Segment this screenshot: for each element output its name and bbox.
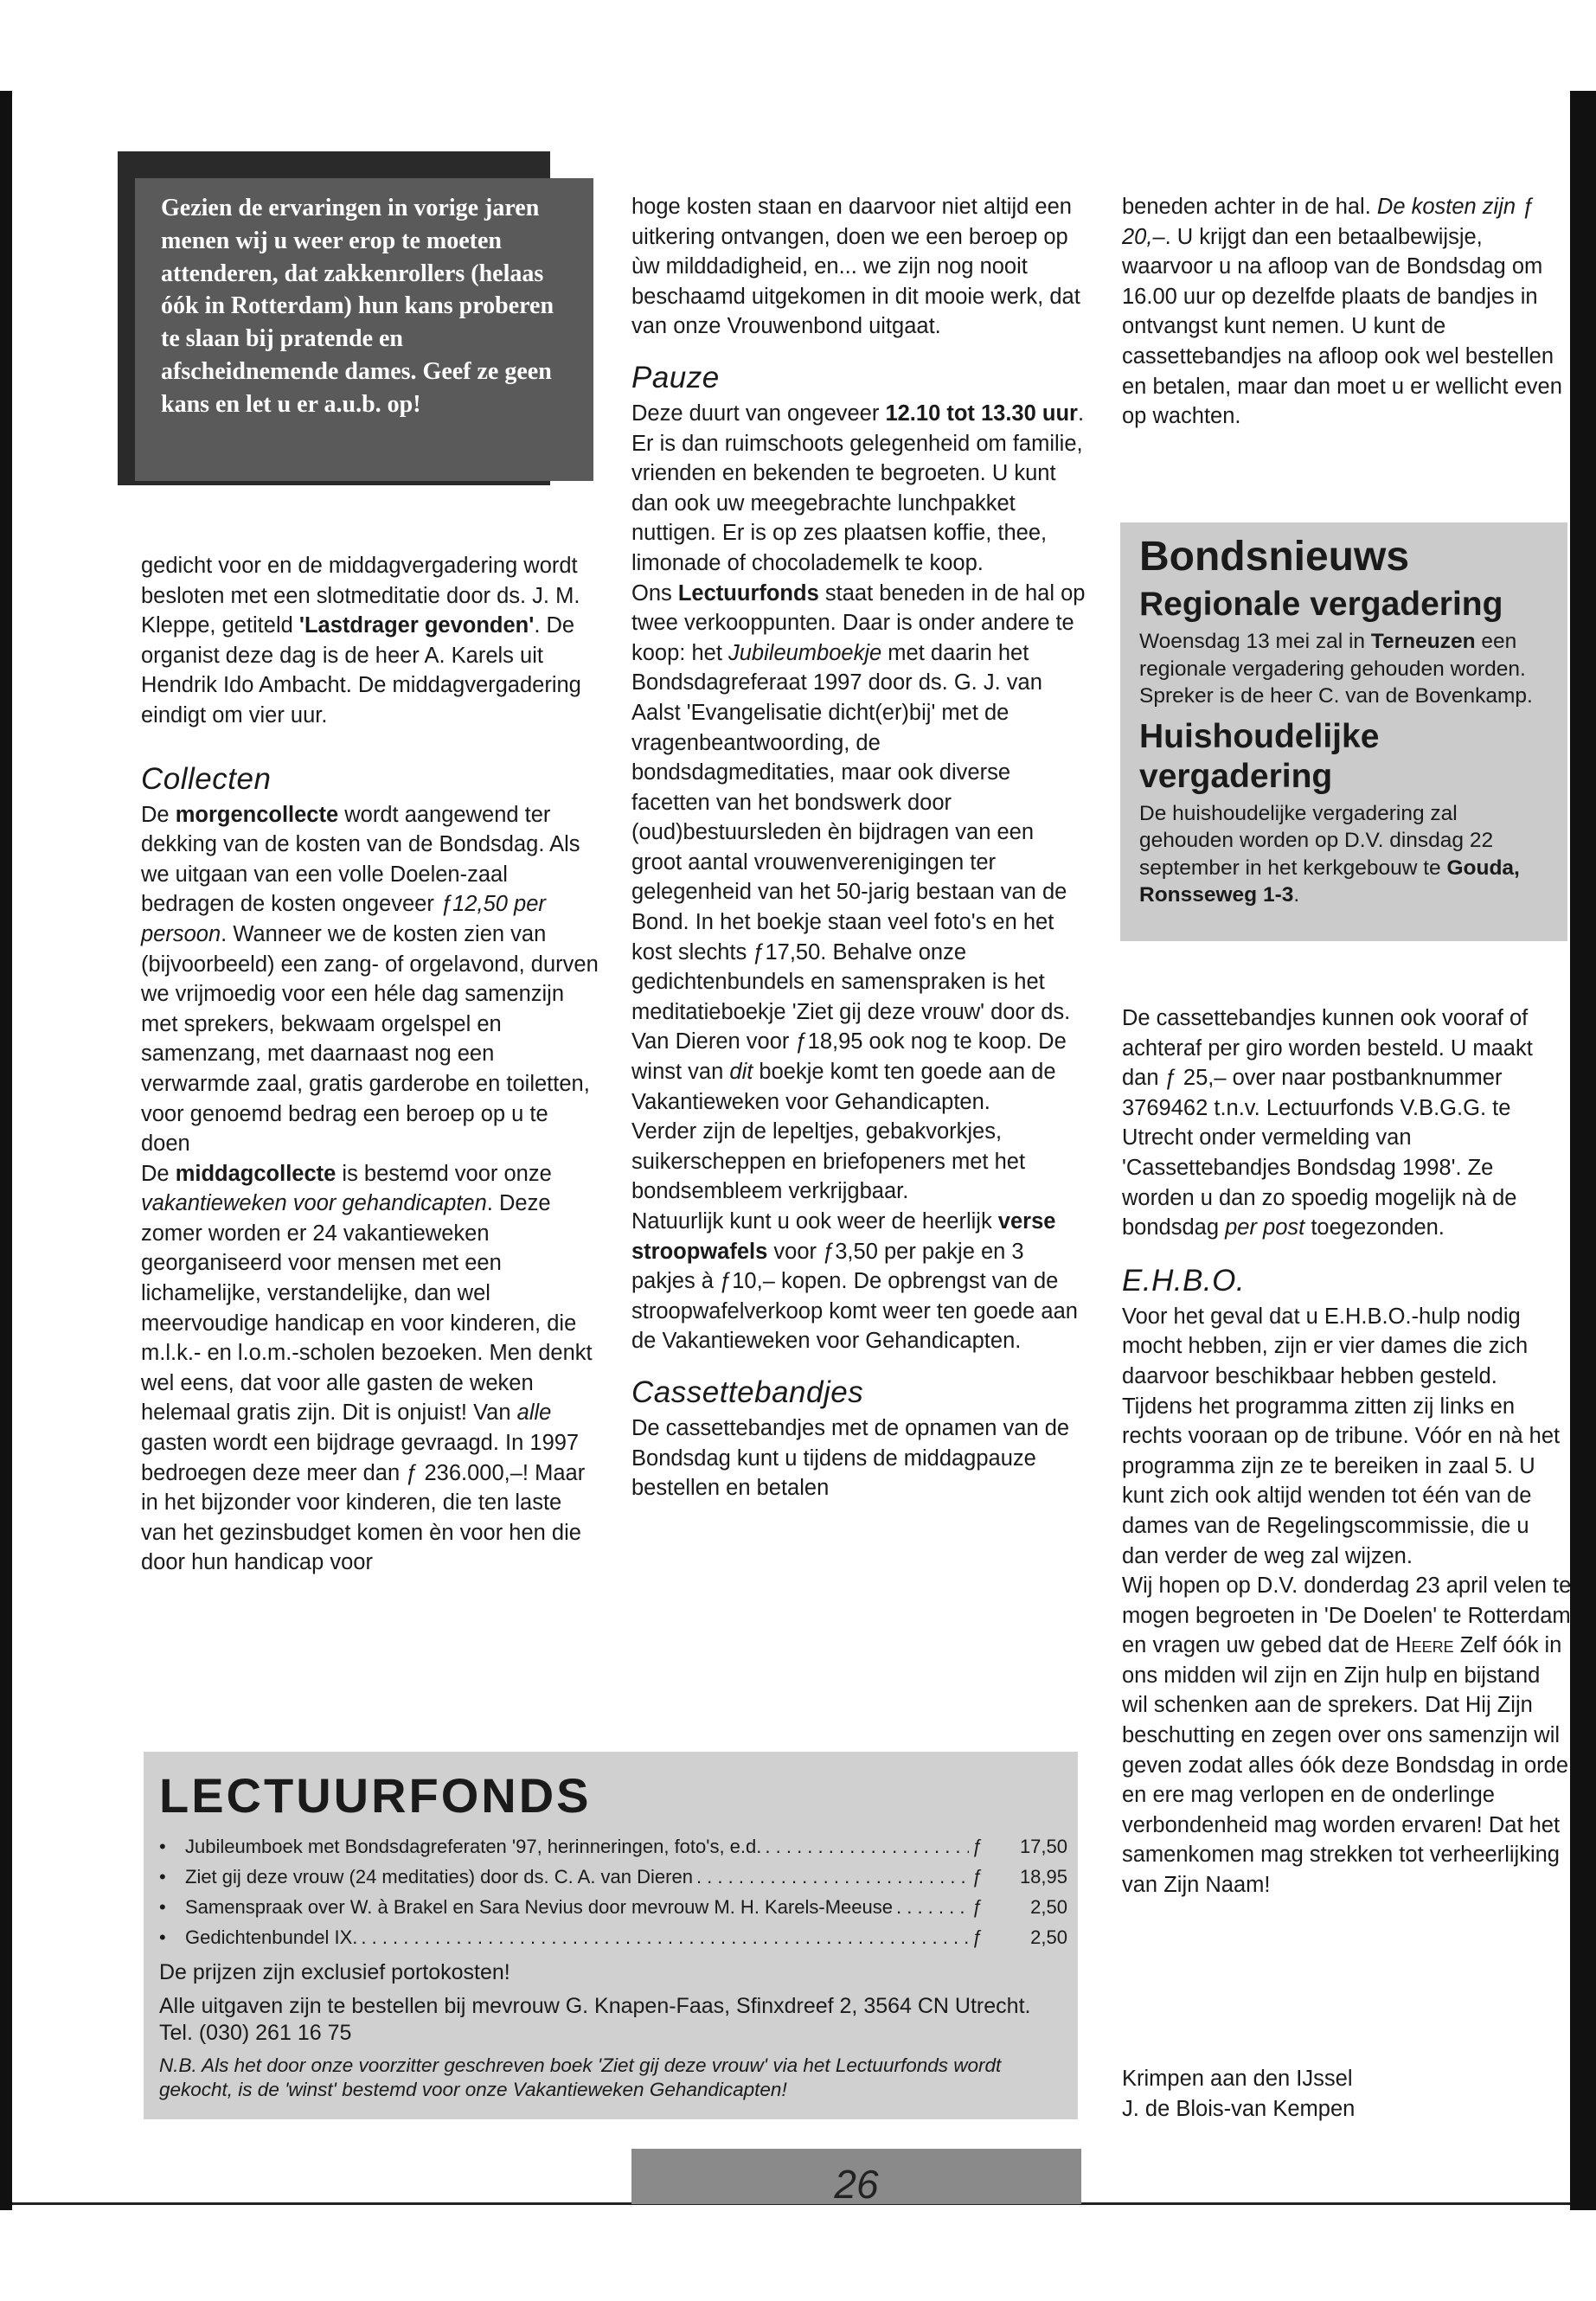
huishoudelijke-text: De huishoudelijke vergadering zal gehouden worden op D.V. dinsdag 22 september in het kerkgebouw te Gouda, Ronsseweg 1-3. (1139, 801, 1520, 907)
collecten-heading: Collecten (141, 761, 272, 796)
pauze-heading: Pauze (631, 360, 720, 394)
portokosten-note: De prijzen zijn exclusief portokosten! (159, 1960, 510, 1984)
bondsnieuws-box (1120, 522, 1567, 941)
lectuurfonds-box (144, 1752, 1078, 2119)
column-3-top (1122, 192, 1572, 432)
closing-paragraph: Wij hopen op D.V. donderdag 23 april velen te mogen begroeten in 'De Doelen' te Rotterdam en vragen uw gebed dat de Heere Zelf óók in ons midden wil zijn en Zijn hulp en bijstand wil schenken aan de sprekers. Dat Hij Zijn beschutting en zegen over ons samenzijn wil geven zodat alles óók deze Bondsdag in orde en ere mag verlopen en de onderlinge verbondenheid mag worden ervaren! Dat het samenkomen mag strekken tot verheerlijking van Zijn Naam! (1122, 1574, 1572, 1898)
middagcollecte-paragraph: De middagcollecte is bestemd voor onze vakantieweken voor gehandicapten. Deze zomer worden er 24 vakantieweken georganiseerd voor mensen met een lichamelijke, verstandelijke, dan wel meervoudige handicap en voor kinderen, die m.l.k.- en l.o.m.-scholen bezoeken. Men denkt wel eens, dat voor alle gasten de weken helemaal gratis zijn. Dit is onjuist! Van alle gasten wordt een bijdrage gevraagd. In 1997 bedroegen deze meer dan ƒ 236.000,–! Maar in het bijzonder voor kinderen, die ten laste van het gezinsbudget komen èn voor hen die door hun handicap voor (141, 1161, 593, 1575)
col2-continuation: hoge kosten staan en daarvoor niet altijd een uitkering ontvangen, doen we een beroep op ùw milddadigheid, en... we zijn nog nooit beschaamd uitgekomen in dit mooie werk, dat van onze Vrouwenbond uitgaat. (631, 195, 1080, 339)
cassettebandjes-paragraph: De cassettebandjes met de opnamen van de Bondsdag kunt u tijdens de middagpauze bestellen en betalen (631, 1415, 1070, 1501)
scan-edge-left (0, 91, 12, 2210)
regionale-heading: Regionale vergadering (1139, 586, 1503, 623)
column-2 (631, 192, 1090, 1503)
list-item: • Samenspraak over W. à Brakel en Sara Nevius door mevrouw M. H. Karels-Meeuse . . . ƒ 2,50 (159, 1892, 1067, 1922)
regionale-text: Woensdag 13 mei zal in Terneuzen een regionale vergadering gehouden worden. Spreker is de heer C. van de Bovenkamp. (1139, 630, 1533, 708)
list-item: • Gedichtenbundel IX. . . . ƒ 2,50 (159, 1922, 1067, 1952)
intro-paragraph: gedicht voor en de middagvergadering wordt besloten met een slotmeditatie door ds. J. M. Kleppe, getiteld 'Lastdrager gevonden'. De organist deze dag is de heer A. Karels uit Hendrik Ido Ambacht. De middagvergadering eindigt om vier uur. (141, 554, 581, 727)
order-info: Alle uitgaven zijn te bestellen bij mevrouw G. Knapen-Faas, Sfinxdreef 2, 3564 CN Utrecht. Tel. (030) 261 16 75 (159, 1994, 1031, 2045)
signature-place: Krimpen aan den IJssel (1122, 2067, 1353, 2091)
bondsnieuws-title: Bondsnieuws (1139, 534, 1410, 580)
lepeltjes-paragraph: Verder zijn de lepeltjes, gebakvorkjes, suikerscheppen en briefopeners met het bondsembleem verkrijgbaar. (631, 1119, 1026, 1204)
ehbo-paragraph: Voor het geval dat u E.H.B.O.-hulp nodig mocht hebben, zijn er vier dames die zich daarvoor beschikbaar hebben gesteld. Tijdens het programma zitten zij links en rechts vooraan op de tribune. Vóór en nà het programma zijn ze te bereiken in zaal 5. U kunt zich ook altijd wenden tot één van de dames van de Regelingscommissie, die u dan verder de weg zal wijzen. (1122, 1304, 1561, 1568)
lectuurfonds-paragraph: Ons Lectuurfonds staat beneden in de hal op twee verkooppunten. Daar is onder andere te koop: het Jubileumboekje met daarin het Bondsdagreferaat 1997 door ds. G. J. van Aalst 'Evangelisatie dicht(er)bij' met de vragenbeantwoording, de bondsdagmeditaties, maar ook diverse facetten van het bondswerk door (oud)bestuursleden èn bijdragen van een groot aantal vrouwenverenigingen ter gelegenheid van het 50-jarig bestaan van de Bond. In het boekje staan veel foto's en het kost slechts ƒ17,50. Behalve onze gedichtenbundels en samenspraken is het meditatieboekje 'Ziet gij deze vrouw' door ds. Van Dieren voor ƒ18,95 ook nog te koop. De winst van dit boekje komt ten goede aan de Vakantieweken voor Gehandicapten. (631, 580, 1086, 1114)
signature-name: J. de Blois-van Kempen (1122, 2096, 1356, 2121)
lectuurfonds-title: LECTUURFONDS (159, 1768, 592, 1823)
signature (1122, 2064, 1572, 2124)
scan-edge-right (1570, 91, 1596, 2210)
column-1 (141, 551, 599, 1578)
page-number: 26 (834, 2162, 879, 2207)
list-item: • Jubileumboek met Bondsdagreferaten '97, herinneringen, foto's, e.d. . . . ƒ 17,50 (159, 1831, 1067, 1862)
collecten-paragraph: De morgencollecte wordt aangewend ter dekking van de kosten van de Bondsdag. Als we uitgaan van een volle Doelen-zaal bedragen de kosten ongeveer ƒ12,50 per persoon. Wanneer we de kosten zien van (bijvoorbeeld) een zang- of orgelavond, durven we vrijmoedig voor een héle dag samenzijn met sprekers, bekwaam orgelspel en samenzang, met daarnaast nog een verwarmde zaal, gratis garderobe en toiletten, voor genoemd bedrag een beroep op u te doen (141, 802, 599, 1157)
stroopwafels-paragraph: Natuurlijk kunt u ook weer de heerlijk verse stroopwafels voor ƒ3,50 per pakje en 3 pakjes à ƒ10,– kopen. De opbrengst van de stroopwafelverkoop komt weer ten goede aan de Vakantieweken voor Gehandicapten. (631, 1209, 1078, 1354)
warning-text: Gezien de ervaringen in vorige jaren menen wij u weer erop te moeten attenderen, dat zakkenrollers (helaas óók in Rotterdam) hun kans proberen te slaan bij pratende en afscheidnemende dames. Geef ze geen kans en let u er a.u.b. op! (161, 195, 554, 418)
pauze-paragraph: Deze duurt van ongeveer 12.10 tot 13.30 uur. Er is dan ruimschoots gelegenheid om familie, vrienden en bekenden te begroeten. U kunt dan ook uw meegebrachte lunchpakket nuttigen. Er is op zes plaatsen koffie, thee, limonade of chocolademelk te koop. (631, 401, 1085, 575)
huishoudelijke-heading: Huishoudelijke vergadering (1139, 717, 1380, 795)
ehbo-heading: E.H.B.O. (1122, 1263, 1246, 1298)
lectuurfonds-list (159, 1831, 1067, 1952)
cassettebandjes-heading: Cassettebandjes (631, 1375, 864, 1409)
list-item: • Ziet gij deze vrouw (24 meditaties) door ds. C. A. van Dieren . . . ƒ 18,95 (159, 1862, 1067, 1892)
cassette-continuation: beneden achter in de hal. De kosten zijn ƒ 20,–. U krijgt dan een betaalbewijsje, waarvoor u na afloop van de Bondsdag om 16.00 uur op dezelfde plaats de bandjes in ontvangst kunt nemen. U kunt de cassettebandjes na afloop ook wel bestellen en betalen, maar dan moet u er wellicht even op wachten. (1122, 195, 1562, 429)
nb-note: N.B. Als het door onze voorzitter geschreven boek 'Ziet gij deze vrouw' via het Lectuurfonds wordt gekocht, is de 'winst' bestemd voor onze Vakantieweken Gehandicapten! (159, 2054, 1002, 2100)
giro-paragraph: De cassettebandjes kunnen ook vooraf of achteraf per giro worden besteld. U maakt dan ƒ 25,– over naar postbanknummer 3769462 t.n.v. Lectuurfonds V.B.G.G. te Utrecht onder vermelding van 'Cassettebandjes Bondsdag 1998'. Ze worden u dan zo spoedig mogelijk nà de bondsdag per post toegezonden. (1122, 1006, 1533, 1240)
column-3-bottom (1122, 1003, 1572, 1900)
